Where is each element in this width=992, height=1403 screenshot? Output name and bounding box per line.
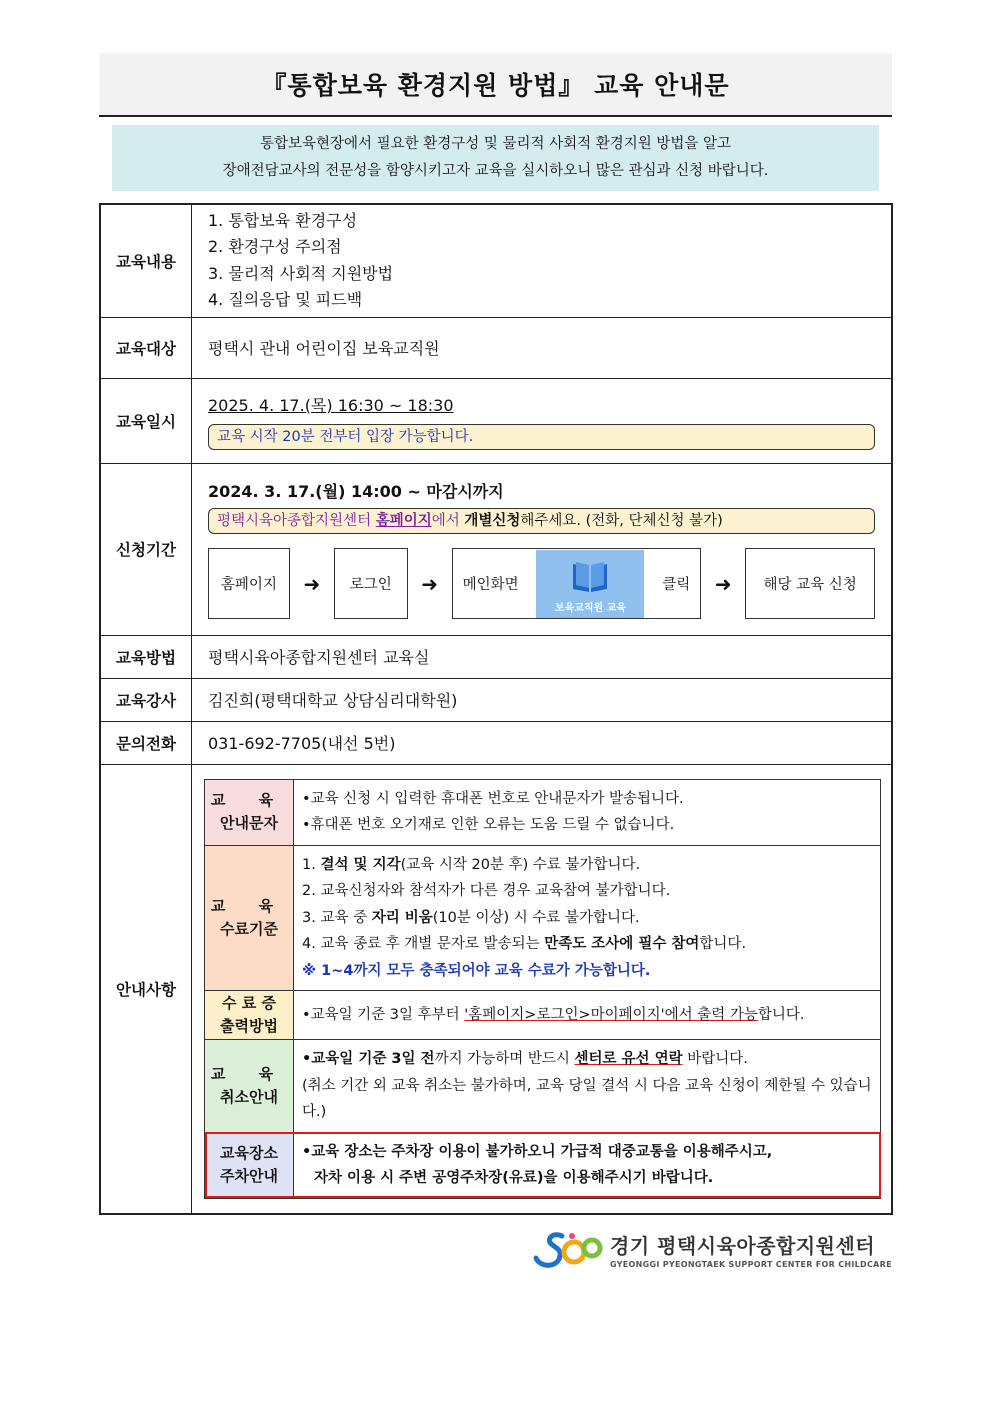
apply-note [208, 508, 875, 534]
row-target [100, 317, 892, 378]
intro-line-1: 통합보육현장에서 필요한 환경구성 및 물리적 사회적 환경지원 방법을 알고 [259, 136, 732, 152]
criteria-label: 교 육 수료기준 [205, 845, 294, 991]
sms-label: 교 육 안내문자 [205, 779, 294, 845]
lecturer-value: 김진희(평택대학교 상담심리대학원) [192, 678, 893, 721]
parking-label: 교육장소 주차안내 [205, 1132, 294, 1198]
row-datetime [100, 378, 892, 463]
label-method: 교육방법 [100, 635, 192, 678]
center-logo-text [610, 1230, 892, 1269]
criteria-text: 1. 결석 및 지각(교육 시작 20분 후) 수료 불가합니다. 2. 교육신청자와 참석자가 다른 경우 교육참여 불가합니다. 3. 교육 중 자리 비움(10분 이상) 시 수료 불가합니다. 4. 교육 종료 후 개별 문자로 발송되는 만족도 조사에 필수 참여합니다. ※ 1~4까지 모두 충족되어야 교육 수료가 가능합니다. [294, 845, 881, 991]
step-click-label: 클릭 [662, 577, 691, 593]
center-subtitle: GYEONGGI PYEONGTAEK SUPPORT CENTER FOR CHILDCARE [610, 1259, 892, 1269]
staff-education-label: 보육교직원 교육 [554, 602, 627, 614]
label-apply: 신청기간 [100, 463, 192, 635]
apply-note-center: 평택시육아종합지원센터 [217, 513, 376, 529]
entry-note: 교육 시작 20분 전부터 입장 가능합니다. [208, 424, 875, 450]
label-phone: 문의전화 [100, 721, 192, 764]
sms-text: •교육 신청 시 입력한 휴대폰 번호로 안내문자가 발송됩니다. •휴대폰 번호 오기재로 인한 오류는 도움 드릴 수 없습니다. [294, 779, 881, 845]
apply-period: 2024. 3. 17.(월) 14:00 ~ 마감시까지 [208, 482, 504, 501]
step-main-screen [452, 548, 702, 619]
row-method [100, 635, 892, 678]
notice-table [204, 779, 881, 1199]
step-main-label: 메인화면 [462, 577, 519, 593]
content-item: 2. 환경구성 주의점 [208, 237, 342, 257]
arrow-right-icon: ➜ [714, 571, 732, 596]
content-item: 4. 질의응답 및 피드백 [208, 290, 363, 310]
label-notice: 안내사항 [100, 764, 192, 1214]
method-value: 평택시육아종합지원센터 교육실 [192, 635, 893, 678]
notice-parking [205, 1132, 881, 1198]
row-apply [100, 463, 892, 635]
info-table [99, 203, 893, 1215]
certificate-label: 수 료 증 출력방법 [205, 991, 294, 1040]
cancel-text: •교육일 기준 3일 전까지 가능하며 반드시 센터로 유선 연락 바랍니다. (취소 기간 외 교육 취소는 불가하며, 교육 당일 결석 시 다음 교육 신청이 제한될 수 있습니다.) [294, 1040, 881, 1133]
step-homepage: 홈페이지 [208, 548, 290, 619]
intro-box [112, 125, 879, 191]
staff-education-icon [536, 550, 644, 618]
parking-text: •교육 장소는 주차장 이용이 불가하오니 가급적 대중교통을 이용해주시고, 자차 이용 시 주변 공영주차장(유료)을 이용해주시기 바랍니다. [294, 1132, 881, 1198]
content-list [192, 204, 893, 317]
phone-value: 031-692-7705(내선 5번) [192, 721, 893, 764]
content-item: 1. 통합보육 환경구성 [208, 210, 358, 230]
apply-note-rest: 해주세요. (전화, 단체신청 불가) [520, 513, 723, 529]
notice-certificate [205, 991, 881, 1040]
step-login: 로그인 [334, 548, 408, 619]
notice-criteria [205, 845, 881, 991]
arrow-right-icon: ➜ [421, 571, 439, 596]
center-name: 경기 평택시육아종합지원센터 [610, 1233, 876, 1258]
notice-sms [205, 779, 881, 845]
target-value: 평택시 관내 어린이집 보육교직원 [192, 317, 893, 378]
notice-cancel [205, 1040, 881, 1133]
row-content [100, 204, 892, 317]
apply-flow [208, 548, 875, 619]
notice-cell [192, 764, 893, 1214]
label-lecturer: 교육강사 [100, 678, 192, 721]
center-logo-icon [532, 1228, 604, 1270]
arrow-right-icon: ➜ [303, 571, 321, 596]
center-logo [532, 1228, 892, 1270]
step-apply: 해당 교육 신청 [745, 548, 875, 619]
page-title: 『통합보육 환경지원 방법』 교육 안내문 [99, 53, 892, 117]
label-target: 교육대상 [100, 317, 192, 378]
apply-note-individual: 개별신청 [464, 513, 521, 529]
content-item: 3. 물리적 사회적 지원방법 [208, 263, 394, 283]
datetime-value: 2025. 4. 17.(목) 16:30 ~ 18:30 [208, 396, 454, 415]
intro-line-2: 장애전담교사의 전문성을 함양시키고자 교육을 실시하오니 많은 관심과 신청 바랍니다. [222, 163, 769, 179]
datetime-cell [192, 378, 893, 463]
book-icon [570, 558, 610, 594]
label-content: 교육내용 [100, 204, 192, 317]
row-notice [100, 764, 892, 1214]
apply-cell [192, 463, 893, 635]
row-phone [100, 721, 892, 764]
cancel-label: 교 육 취소안내 [205, 1040, 294, 1133]
apply-note-text: 에서 [431, 513, 465, 529]
label-datetime: 교육일시 [100, 378, 192, 463]
apply-note-homepage: 홈페이지 [375, 513, 432, 529]
certificate-text: •교육일 기준 3일 후부터 '홈페이지>로그인>마이페이지'에서 출력 가능합니다. [294, 991, 881, 1040]
row-lecturer [100, 678, 892, 721]
